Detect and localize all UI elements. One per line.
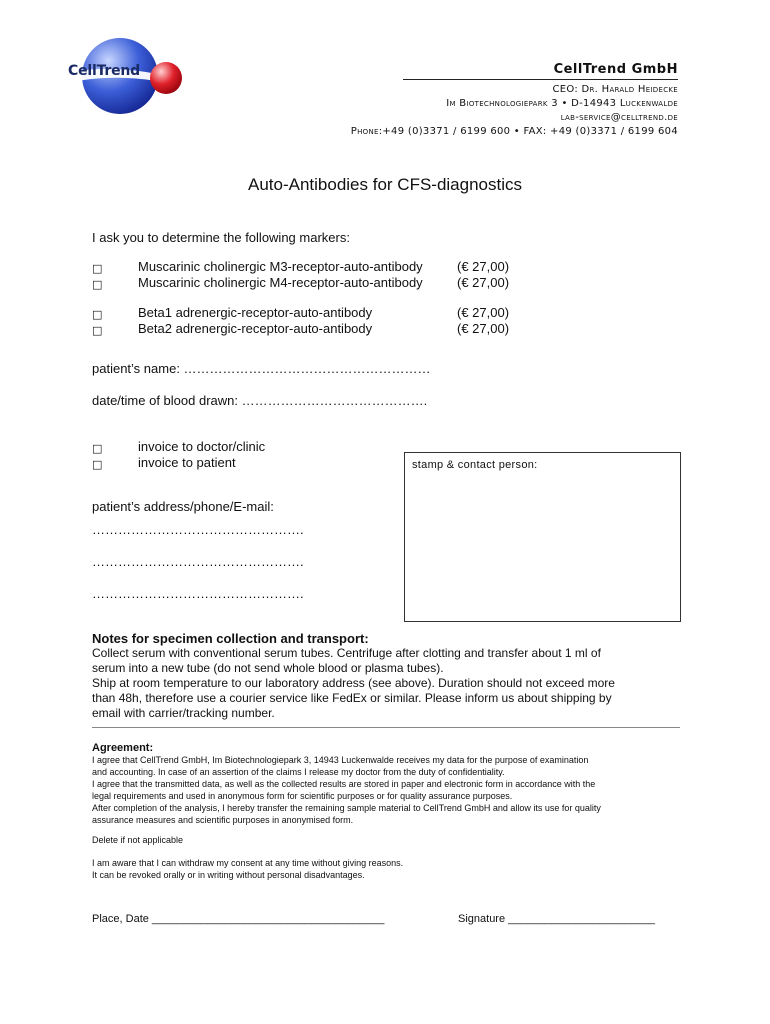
patient-name-field[interactable]: patient’s name: ………………………………………………… <box>92 361 431 376</box>
address-label: patient’s address/phone/E-mail: <box>92 499 274 514</box>
agreement-line: legal requirements and used in anonymous form for scientific purposes or for quality assurance purposes. <box>92 791 513 801</box>
stamp-label: stamp & contact person: <box>412 459 538 471</box>
delete-note: Delete if not applicable <box>92 835 184 845</box>
agreement-heading: Agreement: <box>92 742 154 754</box>
marker-m3-label: Muscarinic cholinergic M3-receptor-auto-antibody <box>138 259 423 274</box>
withdraw-line: I am aware that I can withdraw my consent at any time without giving reasons. <box>92 858 404 868</box>
phone-line: Phone:+49 (0)3371 / 6199 600 • FAX: +49 (0)3371 / 6199 604 <box>350 126 678 137</box>
marker-beta1-price: (€ 27,00) <box>457 305 510 320</box>
notes-line: email with carrier/tracking number. <box>92 706 275 720</box>
marker-m4-price: (€ 27,00) <box>457 275 510 290</box>
checkbox-beta2[interactable]: □ <box>92 324 103 337</box>
checkbox-invoice-patient[interactable]: □ <box>92 458 103 471</box>
intro-text: I ask you to determine the following markers: <box>92 230 350 245</box>
ceo-line: CEO: Dr. Harald Heidecke <box>552 84 678 95</box>
logo-text: CellTrend <box>68 63 140 79</box>
marker-m4-label: Muscarinic cholinergic M4-receptor-auto-antibody <box>138 275 423 290</box>
letterhead-rule <box>403 79 678 80</box>
checkbox-m4[interactable]: □ <box>92 278 103 291</box>
agreement-line: and accounting. In case of an assertion of the claims I release my doctor from the duty of confidentiality. <box>92 767 505 777</box>
checkbox-invoice-doctor[interactable]: □ <box>92 442 103 455</box>
address-line-3[interactable]: …………………………………………. <box>92 586 304 601</box>
marker-beta2-price: (€ 27,00) <box>457 321 510 336</box>
blood-drawn-field[interactable]: date/time of blood drawn: ……………………………………. <box>92 393 428 408</box>
marker-beta1-label: Beta1 adrenergic-receptor-auto-antibody <box>138 305 373 320</box>
notes-heading: Notes for specimen collection and transport: <box>92 631 369 646</box>
agreement-line: assurance measures and scientific purposes in anonymised form. <box>92 815 354 825</box>
notes-line: serum into a new tube (do not send whole blood or plasma tubes). <box>92 661 444 675</box>
checkbox-m3[interactable]: □ <box>92 262 103 275</box>
address-line-1[interactable]: …………………………………………. <box>92 522 304 537</box>
marker-m3-price: (€ 27,00) <box>457 259 510 274</box>
withdraw-line: It can be revoked orally or in writing without personal disadvantages. <box>92 870 365 880</box>
address-line: Im Biotechnologiepark 3 • D-14943 Luckenwalde <box>446 98 678 109</box>
marker-beta2-label: Beta2 adrenergic-receptor-auto-antibody <box>138 321 373 336</box>
notes-line: Ship at room temperature to our laboratory address (see above). Duration should not exceed more <box>92 676 615 690</box>
signature-field[interactable]: Signature ________________________ <box>458 913 655 925</box>
invoice-doctor-label: invoice to doctor/clinic <box>138 439 266 454</box>
stamp-box[interactable] <box>404 452 681 622</box>
agreement-line: After completion of the analysis, I hereby transfer the remaining sample material to CellTrend GmbH and allow its use for quality <box>92 803 601 813</box>
notes-line: Collect serum with conventional serum tubes. Centrifuge after clotting and transfer about 1 ml of <box>92 646 601 660</box>
place-date-field[interactable]: Place, Date ______________________________________ <box>92 913 385 925</box>
company-name: CellTrend GmbH <box>553 62 678 77</box>
section-divider <box>92 727 680 728</box>
agreement-line: I agree that CellTrend GmbH, Im Biotechnologiepark 3, 14943 Luckenwalde receives my data for the purpose of examination <box>92 755 589 765</box>
invoice-patient-label: invoice to patient <box>138 455 236 470</box>
email-line: lab-service@celltrend.de <box>560 112 678 123</box>
address-line-2[interactable]: …………………………………………. <box>92 554 304 569</box>
notes-line: than 48h, therefore use a courier service like FedEx or similar. Please inform us about shipping by <box>92 691 612 705</box>
page-title: Auto-Antibodies for CFS-diagnostics <box>247 175 523 194</box>
checkbox-beta1[interactable]: □ <box>92 308 103 321</box>
agreement-line: I agree that the transmitted data, as well as the collected results are stored in paper and electronic form in accordance with the <box>92 779 596 789</box>
